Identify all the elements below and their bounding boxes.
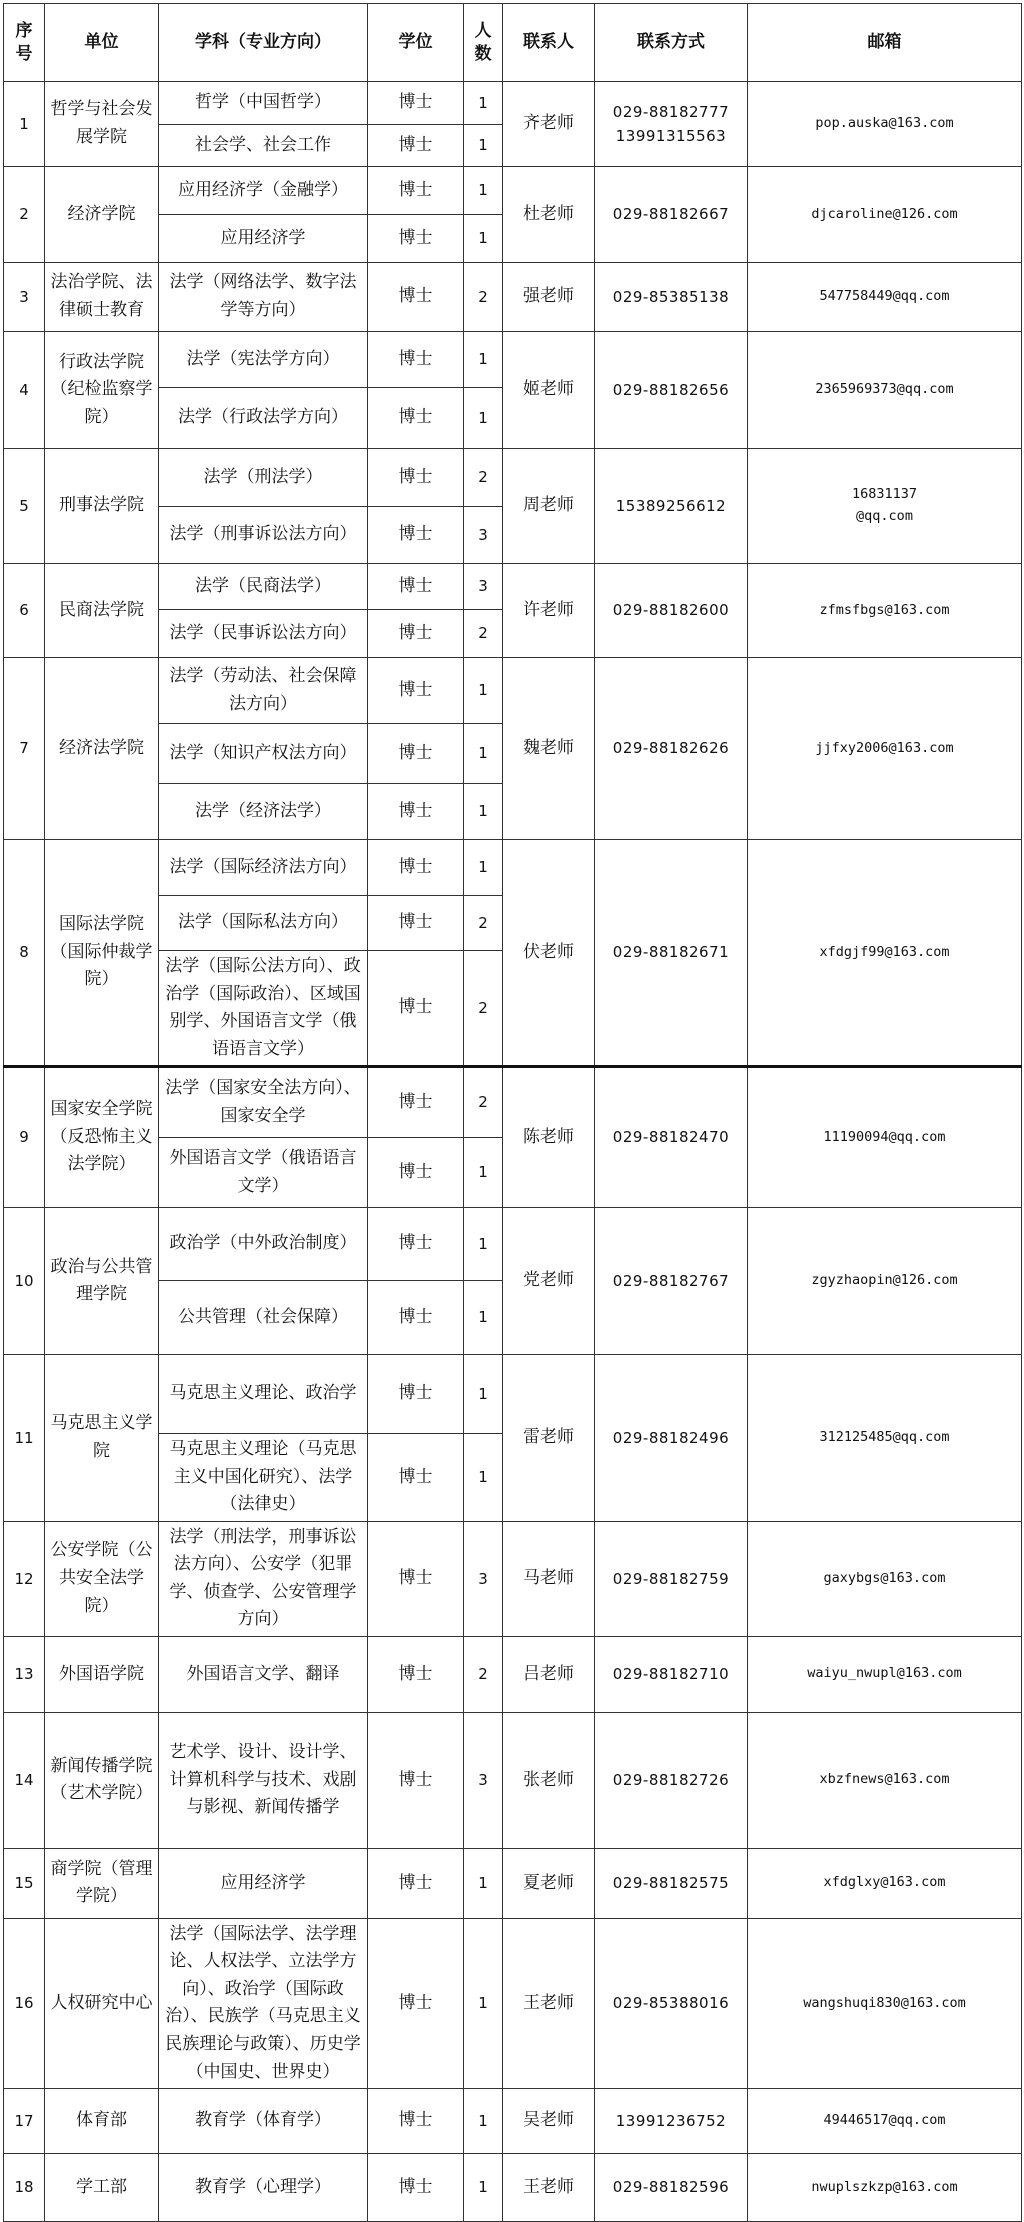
header-index-line2: 号: [15, 43, 33, 64]
row-index: 12: [4, 1521, 45, 1636]
subject-cell: 法学（国际私法方向）: [159, 896, 368, 951]
subject-cell: 法学（国际经济法方向）: [159, 840, 368, 896]
unit-cell: 公安学院（公共安全法学院）: [45, 1521, 159, 1636]
count-cell: 1: [464, 82, 503, 125]
table-row: [4, 1636, 1022, 1712]
phone-cell: 029-88182596: [595, 2154, 748, 2222]
phone-cell: 029-88182767: [595, 1208, 748, 1355]
contact-cell: 吕老师: [503, 1636, 595, 1712]
subject-cell: 应用经济学: [159, 215, 368, 263]
degree-cell: 博士: [368, 1636, 464, 1712]
count-cell: 1: [464, 125, 503, 167]
table-row: [4, 1208, 1022, 1281]
table-row: [4, 263, 1022, 332]
unit-cell: 民商法学院: [45, 564, 159, 658]
count-cell: 2: [464, 1636, 503, 1712]
table-row: [4, 82, 1022, 125]
subject-cell: 应用经济学: [159, 1848, 368, 1918]
row-index: 6: [4, 564, 45, 658]
contact-cell: 党老师: [503, 1208, 595, 1355]
contact-cell: 马老师: [503, 1521, 595, 1636]
count-cell: 1: [464, 1281, 503, 1355]
count-cell: 1: [464, 1848, 503, 1918]
count-cell: 2: [464, 610, 503, 658]
email-cell: nwuplszkzp@163.com: [748, 2154, 1022, 2222]
subject-cell: 社会学、社会工作: [159, 125, 368, 167]
subject-cell: 外国语言文学（俄语语言文学）: [159, 1138, 368, 1208]
phone-cell: 029-85388016: [595, 1918, 748, 2088]
degree-cell: 博士: [368, 388, 464, 449]
table-row: [4, 1521, 1022, 1636]
contact-cell: 伏老师: [503, 840, 595, 1067]
subject-cell: 法学（刑法学）: [159, 449, 368, 507]
degree-cell: 博士: [368, 263, 464, 332]
unit-cell: 刑事法学院: [45, 449, 159, 564]
email-cell: 16831137 @qq.com: [748, 449, 1022, 564]
unit-cell: 人权研究中心: [45, 1918, 159, 2088]
row-index: 2: [4, 167, 45, 263]
header-index: [4, 4, 45, 82]
degree-cell: 博士: [368, 1208, 464, 1281]
contact-cell: 吴老师: [503, 2089, 595, 2154]
email-cell: djcaroline@126.com: [748, 167, 1022, 263]
count-cell: 2: [464, 1067, 503, 1138]
unit-cell: 行政法学院（纪检监察学院）: [45, 332, 159, 449]
unit-cell: 学工部: [45, 2154, 159, 2222]
email-cell: xfdgjf99@163.com: [748, 840, 1022, 1067]
subject-cell: 法学（刑法学，刑事诉讼法方向）、公安学（犯罪学、侦查学、公安管理学方向）: [159, 1521, 368, 1636]
subject-cell: 法学（刑事诉讼法方向）: [159, 507, 368, 564]
table-row: [4, 332, 1022, 388]
count-cell: 2: [464, 449, 503, 507]
row-index: 10: [4, 1208, 45, 1355]
header-count-line2: 数: [474, 43, 492, 64]
table-row: [4, 840, 1022, 896]
contact-cell: 杜老师: [503, 167, 595, 263]
count-cell: 1: [464, 784, 503, 840]
subject-cell: 法学（行政法学方向）: [159, 388, 368, 449]
degree-cell: 博士: [368, 125, 464, 167]
degree-cell: 博士: [368, 2154, 464, 2222]
header-phone: 联系方式: [595, 4, 748, 82]
count-cell: 1: [464, 2154, 503, 2222]
degree-cell: 博士: [368, 1138, 464, 1208]
degree-cell: 博士: [368, 1434, 464, 1522]
email-cell: 312125485@qq.com: [748, 1355, 1022, 1522]
table-row: [4, 2154, 1022, 2222]
unit-cell: 法治学院、法律硕士教育: [45, 263, 159, 332]
recruitment-sheet: [3, 3, 1021, 2222]
degree-cell: 博士: [368, 167, 464, 215]
count-cell: 1: [464, 1918, 503, 2088]
table-row: [4, 449, 1022, 507]
email-cell: xbzfnews@163.com: [748, 1712, 1022, 1848]
header-email: 邮箱: [748, 4, 1022, 82]
unit-cell: 新闻传播学院（艺术学院）: [45, 1712, 159, 1848]
subject-cell: 法学（经济法学）: [159, 784, 368, 840]
row-index: 8: [4, 840, 45, 1067]
phone-cell: 029-88182671: [595, 840, 748, 1067]
count-cell: 3: [464, 564, 503, 610]
table-row: [4, 1355, 1022, 1434]
phone-cell: 029-88182496: [595, 1355, 748, 1522]
contact-cell: 姬老师: [503, 332, 595, 449]
table-row: [4, 167, 1022, 215]
contact-cell: 雷老师: [503, 1355, 595, 1522]
phone-cell: 13991236752: [595, 2089, 748, 2154]
phone-cell: 029-88182656: [595, 332, 748, 449]
degree-cell: 博士: [368, 658, 464, 724]
count-cell: 1: [464, 1208, 503, 1281]
phone-cell: 029-88182600: [595, 564, 748, 658]
phone-cell: 029-88182759: [595, 1521, 748, 1636]
row-index: 4: [4, 332, 45, 449]
contact-cell: 张老师: [503, 1712, 595, 1848]
count-cell: 1: [464, 1434, 503, 1522]
email-cell: 2365969373@qq.com: [748, 332, 1022, 449]
count-cell: 3: [464, 507, 503, 564]
count-cell: 1: [464, 724, 503, 784]
row-index: 14: [4, 1712, 45, 1848]
degree-cell: 博士: [368, 215, 464, 263]
phone-cell: 029-88182470: [595, 1067, 748, 1208]
row-index: 9: [4, 1067, 45, 1208]
degree-cell: 博士: [368, 724, 464, 784]
table-row: [4, 564, 1022, 610]
contact-cell: 夏老师: [503, 1848, 595, 1918]
email-cell: zfmsfbgs@163.com: [748, 564, 1022, 658]
subject-cell: 法学（网络法学、数字法学等方向）: [159, 263, 368, 332]
email-cell: jjfxy2006@163.com: [748, 658, 1022, 840]
row-index: 3: [4, 263, 45, 332]
contact-cell: 王老师: [503, 2154, 595, 2222]
unit-cell: 国家安全学院（反恐怖主义法学院）: [45, 1067, 159, 1208]
table-row: [4, 1712, 1022, 1848]
count-cell: 1: [464, 1138, 503, 1208]
unit-cell: 国际法学院（国际仲裁学院）: [45, 840, 159, 1067]
subject-cell: 教育学（体育学）: [159, 2089, 368, 2154]
subject-cell: 应用经济学（金融学）: [159, 167, 368, 215]
row-index: 15: [4, 1848, 45, 1918]
subject-cell: 教育学（心理学）: [159, 2154, 368, 2222]
subject-cell: 法学（民事诉讼法方向）: [159, 610, 368, 658]
degree-cell: 博士: [368, 896, 464, 951]
header-count-line1: 人: [474, 20, 492, 41]
degree-cell: 博士: [368, 1067, 464, 1138]
header-count: [464, 4, 503, 82]
phone-cell: 029-88182777 13991315563: [595, 82, 748, 167]
degree-cell: 博士: [368, 564, 464, 610]
degree-cell: 博士: [368, 2089, 464, 2154]
degree-cell: 博士: [368, 82, 464, 125]
count-cell: 1: [464, 332, 503, 388]
degree-cell: 博士: [368, 951, 464, 1067]
row-index: 7: [4, 658, 45, 840]
degree-cell: 博士: [368, 1521, 464, 1636]
unit-cell: 马克思主义学院: [45, 1355, 159, 1522]
subject-cell: 法学（国际公法方向）、政治学（国际政治）、区域国别学、外国语言文学（俄语语言文学）: [159, 951, 368, 1067]
table-row: [4, 1067, 1022, 1138]
degree-cell: 博士: [368, 1848, 464, 1918]
row-index: 11: [4, 1355, 45, 1522]
email-cell: xfdglxy@163.com: [748, 1848, 1022, 1918]
subject-cell: 艺术学、设计、设计学、计算机科学与技术、戏剧与影视、新闻传播学: [159, 1712, 368, 1848]
subject-cell: 法学（国家安全法方向）、国家安全学: [159, 1067, 368, 1138]
table-row: [4, 1848, 1022, 1918]
contact-cell: 强老师: [503, 263, 595, 332]
email-cell: 49446517@qq.com: [748, 2089, 1022, 2154]
unit-cell: 政治与公共管理学院: [45, 1208, 159, 1355]
contact-cell: 王老师: [503, 1918, 595, 2088]
row-index: 17: [4, 2089, 45, 2154]
degree-cell: 博士: [368, 840, 464, 896]
phone-cell: 029-88182575: [595, 1848, 748, 1918]
table-body: [4, 82, 1022, 2222]
subject-cell: 外国语言文学、翻译: [159, 1636, 368, 1712]
email-cell: waiyu_nwupl@163.com: [748, 1636, 1022, 1712]
count-cell: 1: [464, 215, 503, 263]
count-cell: 1: [464, 167, 503, 215]
subject-cell: 法学（知识产权法方向）: [159, 724, 368, 784]
contact-cell: 魏老师: [503, 658, 595, 840]
degree-cell: 博士: [368, 507, 464, 564]
row-index: 16: [4, 1918, 45, 2088]
count-cell: 2: [464, 951, 503, 1067]
table-row: [4, 658, 1022, 724]
degree-cell: 博士: [368, 449, 464, 507]
header-contact: 联系人: [503, 4, 595, 82]
contact-cell: 周老师: [503, 449, 595, 564]
row-index: 5: [4, 449, 45, 564]
subject-cell: 法学（民商法学）: [159, 564, 368, 610]
count-cell: 3: [464, 1712, 503, 1848]
count-cell: 1: [464, 840, 503, 896]
row-index: 13: [4, 1636, 45, 1712]
subject-cell: 法学（宪法学方向）: [159, 332, 368, 388]
contact-cell: 陈老师: [503, 1067, 595, 1208]
count-cell: 2: [464, 896, 503, 951]
phone-cell: 029-85385138: [595, 263, 748, 332]
header-unit: 单位: [45, 4, 159, 82]
unit-cell: 经济法学院: [45, 658, 159, 840]
phone-cell: 029-88182626: [595, 658, 748, 840]
subject-cell: 马克思主义理论（马克思主义中国化研究）、法学（法律史）: [159, 1434, 368, 1522]
unit-cell: 商学院（管理学院）: [45, 1848, 159, 1918]
recruitment-table: [3, 3, 1022, 2222]
email-cell: wangshuqi830@163.com: [748, 1918, 1022, 2088]
contact-cell: 许老师: [503, 564, 595, 658]
header-index-line1: 序: [15, 20, 33, 41]
degree-cell: 博士: [368, 1712, 464, 1848]
subject-cell: 法学（国际法学、法学理论、人权法学、立法学方向）、政治学（国际政治）、民族学（马克思主义民族理论与政策）、历史学（中国史、世界史）: [159, 1918, 368, 2088]
table-header: [4, 4, 1022, 82]
subject-cell: 公共管理（社会保障）: [159, 1281, 368, 1355]
count-cell: 3: [464, 1521, 503, 1636]
count-cell: 1: [464, 1355, 503, 1434]
email-cell: zgyzhaopin@126.com: [748, 1208, 1022, 1355]
unit-cell: 体育部: [45, 2089, 159, 2154]
row-index: 18: [4, 2154, 45, 2222]
email-cell: 547758449@qq.com: [748, 263, 1022, 332]
degree-cell: 博士: [368, 1281, 464, 1355]
table-row: [4, 2089, 1022, 2154]
phone-cell: 15389256612: [595, 449, 748, 564]
subject-cell: 哲学（中国哲学）: [159, 82, 368, 125]
phone-cell: 029-88182710: [595, 1636, 748, 1712]
count-cell: 1: [464, 388, 503, 449]
unit-cell: 经济学院: [45, 167, 159, 263]
table-row: [4, 1918, 1022, 2088]
subject-cell: 政治学（中外政治制度）: [159, 1208, 368, 1281]
email-cell: pop.auska@163.com: [748, 82, 1022, 167]
subject-cell: 法学（劳动法、社会保障法方向）: [159, 658, 368, 724]
email-cell: gaxybgs@163.com: [748, 1521, 1022, 1636]
unit-cell: 哲学与社会发展学院: [45, 82, 159, 167]
contact-cell: 齐老师: [503, 82, 595, 167]
unit-cell: 外国语学院: [45, 1636, 159, 1712]
degree-cell: 博士: [368, 332, 464, 388]
count-cell: 2: [464, 263, 503, 332]
row-index: 1: [4, 82, 45, 167]
degree-cell: 博士: [368, 1355, 464, 1434]
subject-cell: 马克思主义理论、政治学: [159, 1355, 368, 1434]
count-cell: 1: [464, 2089, 503, 2154]
header-subject: 学科（专业方向）: [159, 4, 368, 82]
degree-cell: 博士: [368, 1918, 464, 2088]
email-cell: 11190094@qq.com: [748, 1067, 1022, 1208]
phone-cell: 029-88182726: [595, 1712, 748, 1848]
count-cell: 1: [464, 658, 503, 724]
degree-cell: 博士: [368, 784, 464, 840]
phone-cell: 029-88182667: [595, 167, 748, 263]
header-degree: 学位: [368, 4, 464, 82]
degree-cell: 博士: [368, 610, 464, 658]
